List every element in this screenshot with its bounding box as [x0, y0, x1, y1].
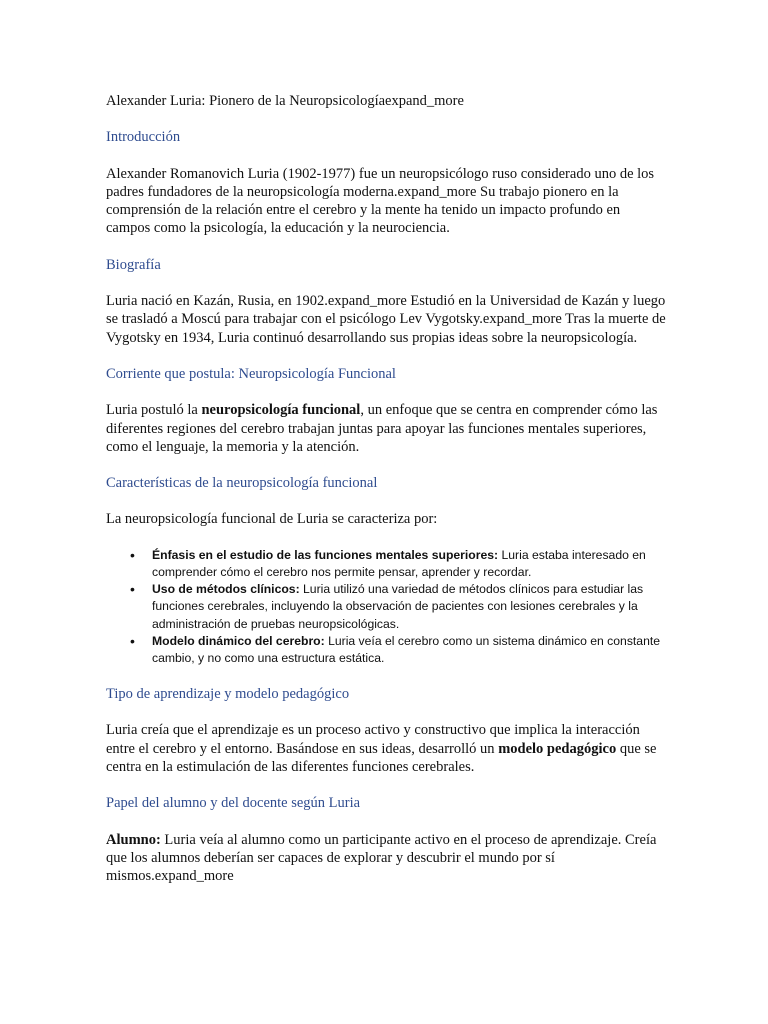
- document-title: Alexander Luria: Pionero de la Neuropsicologíaexpand_more: [106, 93, 464, 109]
- heading-learning-model: Tipo de aprendizaje y modelo pedagógico: [106, 686, 350, 703]
- list-item-label: Uso de métodos clínicos:: [152, 582, 300, 597]
- list-item-label: Modelo dinámico del cerebro:: [152, 633, 325, 648]
- paragraph-student-role: [106, 831, 668, 886]
- paragraph-text: Luria veía al alumno como un participante activo en el proceso de aprendizaje. Creía que los alumnos deberían ser capaces de explorar y descubrir el mundo por sí mismos.expand_more: [106, 831, 657, 885]
- list-item: [106, 547, 668, 581]
- list-item-label: Énfasis en el estudio de las funciones mentales superiores:: [152, 547, 499, 562]
- bold-term-functional-neuropsychology: neuropsicología funcional: [201, 402, 361, 419]
- paragraph-text-end: , un enfoque que se centra en comprender cómo las diferentes regiones del cerebro trabajan juntas para apoyar las funciones mentales superiores, como el lenguaje, la memoria y la atención.: [106, 402, 658, 455]
- list-item-text: Luria estaba interesado en comprender cómo el cerebro nos permite pensar, aprender y recordar.: [152, 547, 646, 579]
- paragraph-biography: Luria nació en Kazán, Rusia, en 1902.expand_more Estudió en la Universidad de Kazán y luego se trasladó a Moscú para trabajar con el psicólogo Lev Vygotsky.expand_more Tras la muerte de Vygotsky en 1934, Luria continuó desarrollando sus propias ideas sobre la neuropsicología.: [106, 293, 666, 346]
- heading-roles: Papel del alumno y del docente según Luria: [106, 795, 361, 812]
- document-page: [106, 92, 668, 904]
- paragraph-text-start: Luria creía que el aprendizaje es un proceso activo y constructivo que implica la interacción entre el cerebro y el entorno. Basándose en sus ideas, desarrolló un: [106, 722, 640, 757]
- heading-functional-neuropsychology: Corriente que postula: Neuropsicología Funcional: [106, 365, 396, 382]
- paragraph-text-start: Luria postuló la: [106, 402, 202, 419]
- bullet-icon: •: [130, 546, 135, 563]
- list-item-text: Luria veía el cerebro como un sistema dinámico en constante cambio, y no como una estructura estática.: [152, 633, 661, 665]
- list-item: [106, 581, 668, 633]
- paragraph-introduction: Alexander Romanovich Luria (1902-1977) fue un neuropsicólogo ruso considerado uno de los padres fundadores de la neuropsicología moderna.expand_more Su trabajo pionero en la comprensión de la relación entre el cerebro y la mente ha tenido un impacto profundo en campos como la psicología, la educación y la neurociencia.: [106, 165, 655, 237]
- paragraph-functional-neuropsychology: [106, 401, 668, 456]
- bullet-icon: •: [130, 581, 135, 598]
- bullet-icon: •: [130, 632, 135, 649]
- list-item: [106, 633, 668, 667]
- paragraph-characteristics-intro: La neuropsicología funcional de Luria se caracteriza por:: [106, 511, 438, 528]
- heading-characteristics: Características de la neuropsicología funcional: [106, 475, 378, 492]
- heading-introduction: Introducción: [106, 129, 181, 146]
- bold-label-student: Alumno:: [106, 831, 161, 848]
- paragraph-text-end: que se centra en la estimulación de las diferentes funciones cerebrales.: [106, 740, 657, 776]
- heading-biography: Biografía: [106, 256, 161, 273]
- bold-term-pedagogical-model: modelo pedagógico: [498, 740, 617, 757]
- characteristics-list: [106, 547, 668, 667]
- list-item-text: Luria utilizó una variedad de métodos clínicos para estudiar las funciones cerebrales, incluyendo la observación de pacientes con lesiones cerebrales y la administración de pruebas neuropsicológicas.: [152, 582, 644, 631]
- paragraph-learning-model: [106, 721, 668, 776]
